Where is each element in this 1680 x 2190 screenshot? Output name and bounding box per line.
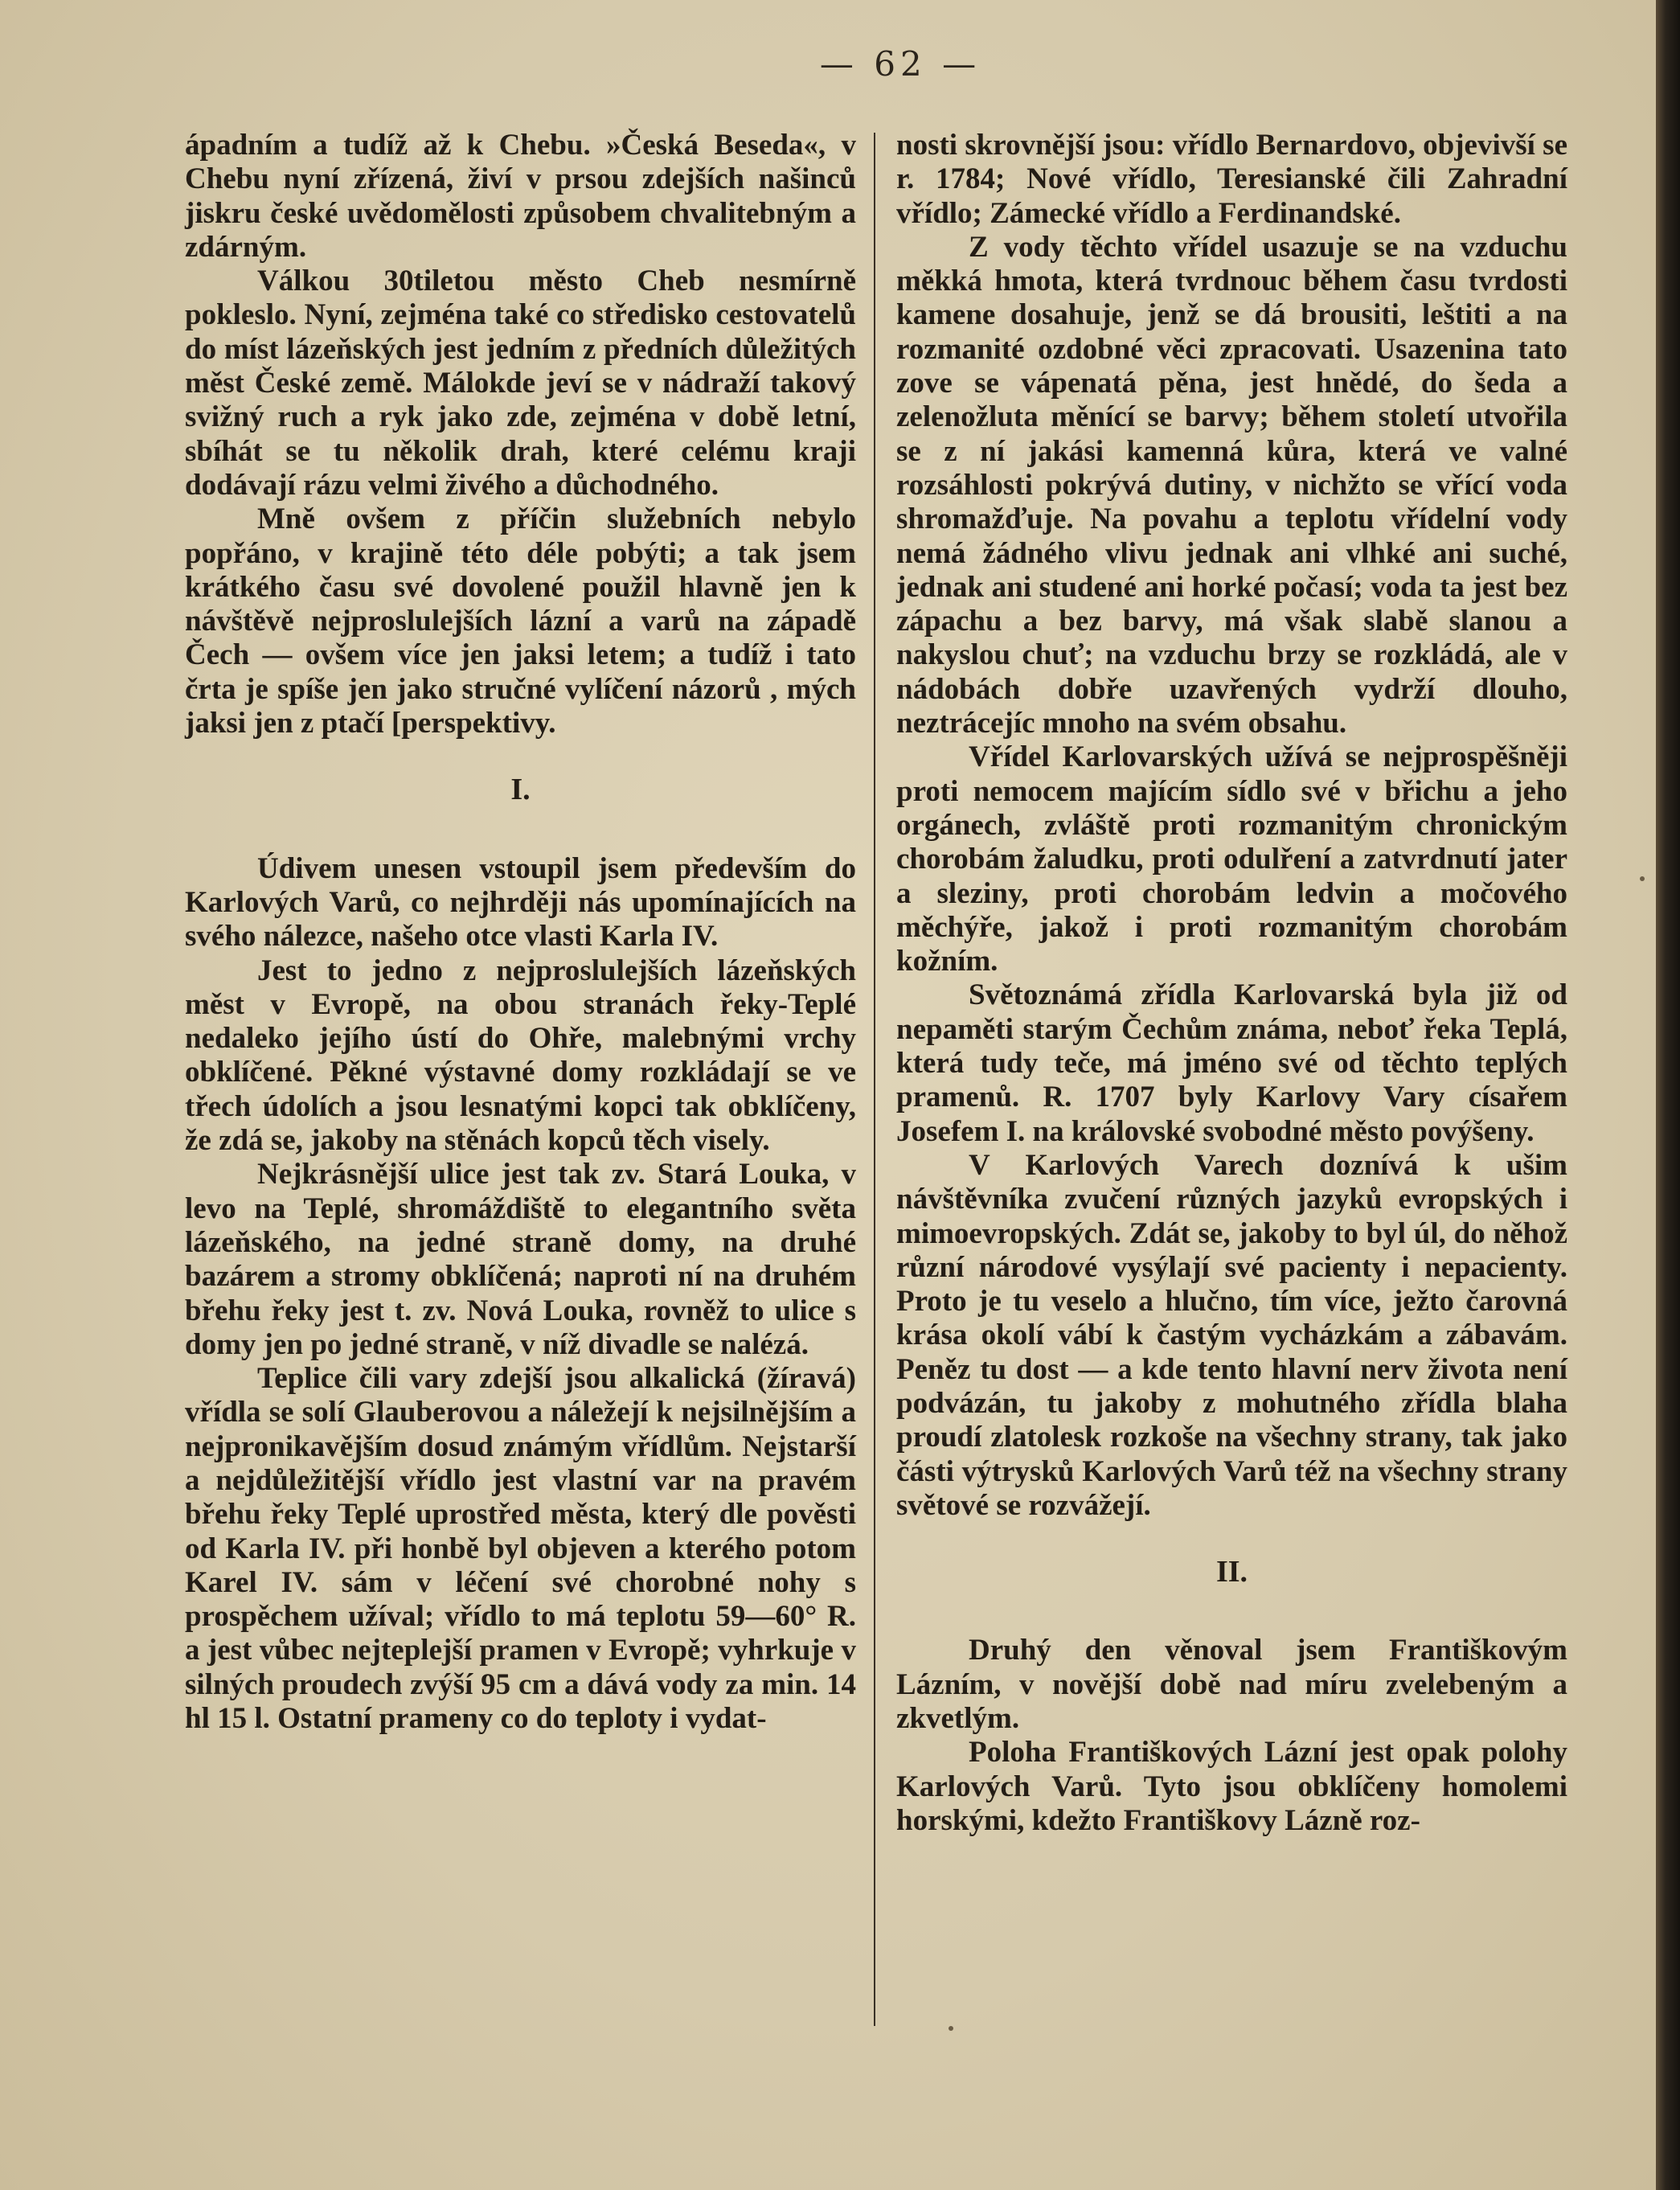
column-divider: [874, 133, 875, 2026]
right-paragraph-3: Vřídel Karlovarských užívá se nejprospěšněji proti nemocem majícím sídlo své v břichu a jeho orgánech, zvláště proti rozmanitým chronickým chorobám žaludku, proti odulření a zatvrdnutí jater a sleziny, proti chorobám ledvin a močového měchýře, jakož i proti rozmanitým chorobám kožním.: [896, 740, 1567, 978]
right-paragraph-2: Z vody těchto vřídel usazuje se na vzduchu měkká hmota, která tvrdnouc během času tvrdosti kamene dosahuje, jenž se dá brousiti, leštiti a na rozmanité ozdobné věci zpracovati. Usazenina tato zove se vápenatá pěna, jest hnědé, do šeda a zelenožluta měnící se barvy; během století utvořila se z ní jakási kamenná kůra, která ve valné rozsáhlosti pokrývá dutiny, v nichžto se vřící voda shromažďuje. Na povahu a teplotu vřídelní vody nemá žádného vlivu jednak ani vlhké ani suché, jednak ani studené ani horké počasí; voda ta jest bez zápachu a bez barvy, má však slabě slanou a nakyslou chuť; na vzduchu brzy se rozkládá, ale v nádobách dobře uzavřených vydrží dlouho, neztrácejíc mnoho na svém obsahu.: [896, 230, 1567, 740]
paper-speck: [949, 2026, 953, 2031]
right-paragraph-4: Světoznámá zřídla Karlovarská byla již od nepaměti starým Čechům známa, neboť řeka Teplá, která tudy teče, má jméno své od těchto teplých pramenů. R. 1707 byly Karlovy Vary císařem Josefem I. na královské svobodné město povýšeny.: [896, 978, 1567, 1148]
left-paragraph-3: Mně ovšem z příčin služebních nebylo popřáno, v krajině této déle pobýti; a tak jsem krátkého času své dovolené použil hlavně jen k návštěvě nejproslulejších lázní a varů na západě Čech — ovšem více jen jaksi letem; a tudíž i tato črta je spíše jen jako stručné vylíčení názorů , mých jaksi jen z ptačí [perspektivy.: [185, 502, 856, 740]
section-heading-1: I.: [510, 773, 531, 807]
page-number: — 62 —: [819, 44, 981, 84]
section-heading-2: II.: [1215, 1555, 1248, 1589]
paper-speck: [1640, 876, 1645, 881]
right-paragraph-7: Poloha Františkových Lázní jest opak polohy Karlových Varů. Tyto jsou obklíčeny homolemi horskými, kdežto Františkovy Lázně roz-: [896, 1736, 1567, 1837]
right-paragraph-5: V Karlových Varech doznívá k ušim návštěvníka zvučení různých jazyků evropských i mimoevropských. Zdát se, jakoby to byl úl, do něhož různí národové vysýlají své pacienty i nepacienty. Proto je tu veselo a hlučno, tím více, ježto čarovná krása okolí vábí k častým vycházkám a zábavám. Peněz tu dost — a kde tento hlavní nerv života není podvázán, tu jakoby z mohutného zřídla blaha proudí zlatolesk rozkoše na všechny strany, tak jako části výtrysků Karlových Varů též na všechny strany světové se rozvážejí.: [896, 1148, 1567, 1522]
left-paragraph-2: Válkou 30tiletou město Cheb nesmírně pokleslo. Nyní, zejména také co středisko cestovatelů do míst lázeňských jest jedním z předních důležitých měst České země. Málokde jeví se v nádraží takový svižný ruch a ryk jako zde, zejména v době letní, sbíhát se tu několik drah, které celému kraji dodávají rázu velmi živého a důchodného.: [185, 265, 856, 502]
left-paragraph-1: ápadním a tudíž až k Chebu. »Česká Beseda«, v Chebu nyní zřízená, živí v prsou zdejších našinců jiskru české uvědomělosti způsobem chvalitebným a zdárným.: [185, 129, 856, 264]
book-spine: [1656, 0, 1680, 2190]
right-paragraph-1: nosti skrovnější jsou: vřídlo Bernardovo, objevivší se r. 1784; Nové vřídlo, Teresianské čili Zahradní vřídlo; Zámecké vřídlo a Ferdinandské.: [896, 129, 1567, 230]
left-paragraph-6: Nejkrásnější ulice jest tak zv. Stará Louka, v levo na Teplé, shromáždiště to elegantního světa lázeňského, na jedné straně domy, na druhé bazárem a stromy obklíčená; naproti ní na druhém břehu řeky jest t. zv. Nová Louka, rovněž to ulice s domy jen po jedné straně, v níž divadle se nalézá.: [185, 1158, 856, 1361]
left-paragraph-4: Údivem unesen vstoupil jsem především do Karlových Varů, co nejhrději nás upomínajících na svého nálezce, našeho otce vlasti Karla IV.: [185, 851, 856, 954]
right-paragraph-6: Druhý den věnoval jsem Františkovým Lázním, v novější době nad míru zvelebeným a zkvetlým.: [896, 1634, 1567, 1736]
left-paragraph-7: Teplice čili vary zdejší jsou alkalická (žíravá) vřídla se solí Glauberovou a náležejí k nejsilnějším a nejpronikavějším dosud známým vřídlům. Nejstarší a nejdůležitější vřídlo jest vlastní var na pravém břehu řeky Teplé uprostřed města, který dle pověsti od Karla IV. při honbě byl objeven a kterého potom Karel IV. sám v léčení své chorobné nohy s prospěchem užíval; vřídlo to má teplotu 59—60° R. a jest vůbec nejteplejší pramen v Evropě; vyhrkuje v silných proudech zvýší 95 cm a dává vody za min. 14 hl 15 l. Ostatní prameny co do teploty i vydat-: [185, 1362, 856, 1736]
left-column: [185, 129, 856, 1736]
left-paragraph-5: Jest to jedno z nejproslulejších lázeňských měst v Evropě, na obou stranách řeky-Teplé nedaleko jejího ústí do Ohře, malebnými vrchy obklíčené. Pěkné výstavné domy rozkládají se ve třech údolích a jsou lesnatými kopci tak obklíčeny, že zdá se, jakoby na stěnách kopců těch visely.: [185, 954, 856, 1158]
right-column: [896, 129, 1567, 1838]
